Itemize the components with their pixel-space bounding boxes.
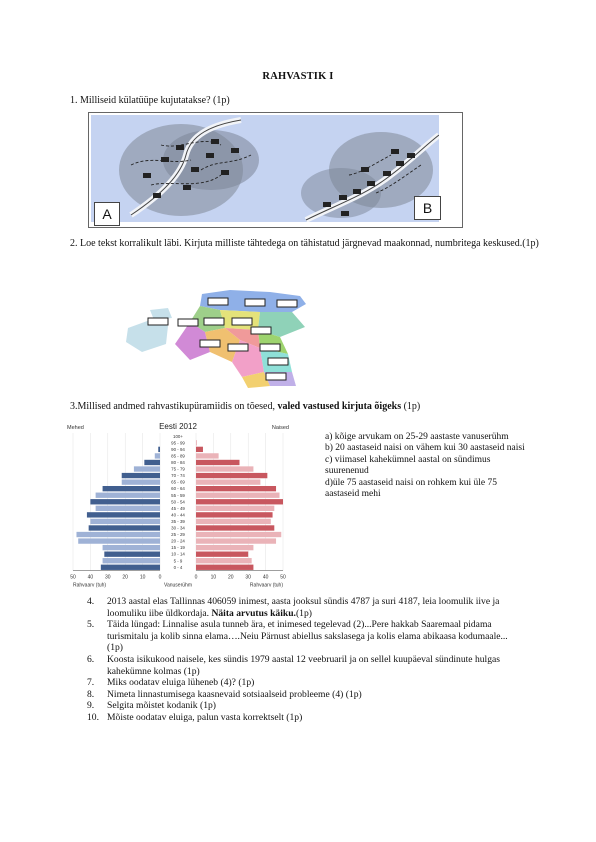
task-item <box>70 619 520 654</box>
task-text: Koosta isikukood naisele, kes sündis 1979 aastal 12 veebruaril ja on sellel kuupäeval sündinute hulgas kahekümne kolmas (1p) <box>107 653 500 677</box>
age-group-label: 0 - 4 <box>173 564 183 570</box>
x-axis-label-center: Vanuserühm <box>164 582 192 589</box>
task-text: Selgita mõistet kodanik (1p) <box>107 700 216 712</box>
age-group-label: 25 - 29 <box>171 532 185 538</box>
label-a: A <box>94 202 120 226</box>
women-bar <box>196 479 260 484</box>
task-number: 5. <box>87 619 95 631</box>
age-group-label: 10 - 14 <box>171 551 185 557</box>
age-group-label: 30 - 34 <box>171 525 185 531</box>
x-axis-label-left: Rahvaarv (tuh) <box>73 582 107 589</box>
task-bold: Näita arvutus käiku. <box>211 607 296 619</box>
task-item <box>70 700 520 712</box>
task-number: 10. <box>87 711 99 723</box>
task-number: 6. <box>87 653 95 665</box>
age-group-label: 20 - 24 <box>171 538 185 544</box>
statement-b: b) 20 aastaseid naisi on vähem kui 30 aastaseid naisi <box>325 443 525 454</box>
task-tail: (1p) <box>295 607 312 619</box>
men-bar <box>89 525 160 530</box>
x-tick-label: 50 <box>280 574 286 581</box>
men-bar <box>122 479 160 484</box>
page-title: RAHVASTIK I <box>262 71 334 82</box>
chart-title: Eesti 2012 <box>159 422 197 431</box>
men-bar <box>122 473 160 478</box>
x-tick-label: 0 <box>194 574 198 581</box>
task-text: Täida lüngad: Linnalise asula tunneb ära, et inimesed tegelevad (2)...Pere hakkab Saaremaal pidama turismitalu ja kolib sinna elama….Neiu Pärnust abiellus sakslasega ja kolis elama abikaasa kodumaale... (1p) <box>107 619 508 654</box>
men-bar <box>87 512 160 517</box>
question-2: 2. Loe tekst korralikult läbi. Kirjuta milliste tähtedega on tähistatud järgnevad maakonnad, numbritega keskused.(1p) <box>70 238 539 249</box>
women-bar <box>196 558 252 563</box>
age-group-label: 40 - 44 <box>171 512 185 518</box>
task-item <box>70 654 520 677</box>
women-bar <box>196 538 276 543</box>
women-bar <box>196 493 280 498</box>
label-b: B <box>414 196 441 220</box>
men-bar <box>96 493 160 498</box>
statement-a: a) kõige arvukam on 25-29 aastaste vanuserühm <box>325 432 509 442</box>
x-tick-label: 40 <box>262 574 269 581</box>
men-bar <box>90 499 160 504</box>
women-bar <box>196 525 274 530</box>
men-bar <box>103 558 160 563</box>
age-group-label: 90 - 94 <box>171 446 185 452</box>
women-bar <box>196 512 273 517</box>
task-item <box>70 689 520 701</box>
task-item <box>70 596 520 619</box>
x-tick-label: 30 <box>245 574 251 581</box>
men-bar <box>78 538 160 543</box>
men-bar <box>158 447 160 452</box>
x-tick-label: 40 <box>87 574 94 581</box>
age-group-label: 85 - 89 <box>171 453 185 459</box>
task-item <box>70 712 520 724</box>
village-types-image <box>91 115 439 222</box>
women-bar <box>196 486 276 491</box>
x-tick-label: 20 <box>228 574 234 581</box>
age-group-label: 35 - 39 <box>171 518 185 524</box>
x-tick-label: 0 <box>158 574 162 581</box>
women-bar <box>196 532 281 537</box>
women-bar <box>196 466 253 471</box>
age-group-label: 55 - 59 <box>171 492 185 498</box>
women-bar <box>196 519 271 524</box>
men-bar <box>90 519 160 524</box>
women-bar <box>196 447 203 452</box>
age-group-label: 100+ <box>173 433 183 439</box>
task-number: 4. <box>87 596 95 607</box>
men-bar <box>96 506 160 511</box>
task-text: Miks oodatav eluiga lüheneb (4)? (1p) <box>107 677 255 689</box>
women-bar <box>196 453 219 458</box>
age-group-label: 15 - 19 <box>171 545 185 551</box>
x-tick-label: 20 <box>122 574 128 581</box>
men-bar <box>76 532 160 537</box>
women-bar <box>196 473 267 478</box>
x-axis-label-right: Rahvaarv (tuh) <box>249 582 283 589</box>
x-tick-label: 50 <box>70 574 76 581</box>
women-bar <box>196 440 197 445</box>
men-bar <box>134 466 160 471</box>
age-group-label: 70 - 74 <box>171 473 185 479</box>
women-bar <box>196 565 253 570</box>
task-number: 7. <box>87 677 95 689</box>
men-bar <box>155 453 160 458</box>
task-text: Mõiste oodatav eluiga, palun vasta korrektselt (1p) <box>107 711 303 723</box>
x-tick-label: 30 <box>105 574 111 581</box>
chart-women-label: Naised <box>271 425 289 431</box>
women-bar <box>196 460 240 465</box>
men-bar <box>103 545 160 550</box>
women-bar <box>196 499 283 504</box>
question-3-bold: valed vastused kirjuta õigeks <box>277 401 402 412</box>
question-3-suffix: (1p) <box>401 401 421 412</box>
statement-d: d)üle 75 aastaseid naisi on rohkem kui üle 75 aastaseid mehi <box>325 477 498 500</box>
estonia-county-map <box>120 282 320 392</box>
men-bar <box>104 552 160 557</box>
age-group-label: 45 - 49 <box>171 505 185 511</box>
question-3-text: 3.Millised andmed rahvastikupüramiidis on tõesed, <box>70 401 278 412</box>
age-group-label: 80 - 84 <box>171 460 185 465</box>
age-group-label: 65 - 69 <box>171 479 185 485</box>
task-list <box>70 596 520 724</box>
chart-men-label: Mehed <box>67 425 84 431</box>
task-text: 2013 aastal elas Tallinnas 406059 inimest, aasta jooksul sündis 4787 ja suri 4187, leia loomulik iive ja loomuliku iibe üldkordaja. <box>107 596 500 619</box>
women-bar <box>196 506 274 511</box>
statements-list <box>325 432 530 500</box>
men-bar <box>103 486 160 491</box>
statement-c: c) viimasel kahekümnel aastal on sündimus suurenenud <box>325 454 491 477</box>
task-number: 8. <box>87 688 95 700</box>
age-group-label: 95 - 99 <box>171 440 185 446</box>
men-bar <box>101 565 160 570</box>
age-group-label: 5 - 9 <box>173 558 183 564</box>
x-tick-label: 10 <box>210 574 217 581</box>
x-tick-label: 10 <box>139 574 146 581</box>
age-group-label: 60 - 64 <box>171 486 185 492</box>
population-pyramid-chart <box>63 419 293 591</box>
age-group-label: 75 - 79 <box>171 466 185 472</box>
question-1: 1. Milliseid külatüüpe kujutatakse? (1p) <box>70 95 230 106</box>
task-item <box>70 677 520 689</box>
age-group-label: 50 - 54 <box>171 499 185 505</box>
women-bar <box>196 545 253 550</box>
question-3 <box>70 401 420 414</box>
task-text: Nimeta linnastumisega kaasnevaid sotsiaalseid probleeme (4) (1p) <box>107 688 362 700</box>
task-number: 9. <box>87 700 95 712</box>
men-bar <box>144 460 160 465</box>
women-bar <box>196 552 248 557</box>
